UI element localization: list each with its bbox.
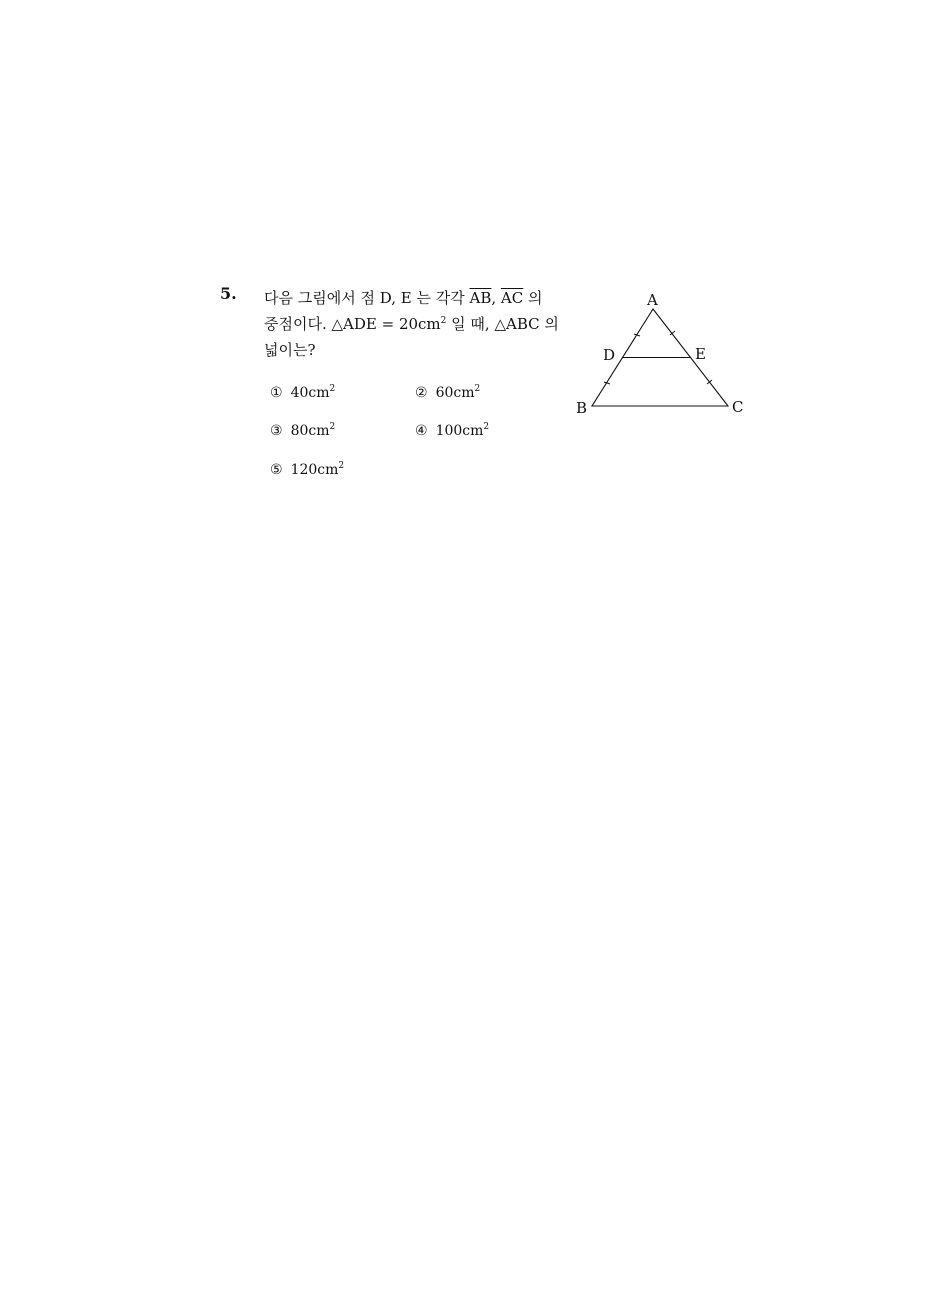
choice-1-exponent: 2 bbox=[329, 384, 336, 394]
question-line-1-sep: , bbox=[491, 289, 501, 307]
question-line-2-mid: 일 때, △ABC 의 bbox=[446, 315, 559, 333]
question-line-1-pre: 다음 그림에서 점 D, E 는 각각 bbox=[264, 289, 470, 307]
choice-1-value: 40cm bbox=[290, 385, 330, 401]
label-c: C bbox=[732, 398, 744, 416]
question-line-2 bbox=[264, 311, 564, 337]
choice-1-number: ① bbox=[270, 385, 283, 401]
question-line-1 bbox=[264, 285, 564, 311]
choice-3-value: 80cm bbox=[290, 423, 330, 439]
choice-2[interactable] bbox=[415, 385, 480, 401]
label-b: B bbox=[576, 399, 588, 417]
choice-2-exponent: 2 bbox=[474, 384, 481, 394]
triangle-diagram bbox=[570, 288, 760, 428]
segment-ac: $\overline{AC}$ bbox=[500, 289, 524, 307]
choice-1[interactable] bbox=[270, 385, 335, 401]
question-line-3: 넓이는? bbox=[264, 341, 316, 359]
choice-4[interactable] bbox=[415, 423, 489, 439]
choice-5-exponent: 2 bbox=[338, 461, 345, 471]
choice-3-number: ③ bbox=[270, 423, 283, 439]
label-a: A bbox=[647, 291, 658, 309]
choice-3[interactable] bbox=[270, 423, 335, 439]
triangle-figure bbox=[570, 288, 760, 432]
choice-4-exponent: 2 bbox=[483, 422, 490, 432]
question-text bbox=[264, 285, 564, 363]
question-line-1-post: 의 bbox=[523, 289, 543, 307]
choice-3-exponent: 2 bbox=[329, 422, 336, 432]
choice-5-value: 120cm bbox=[290, 462, 339, 478]
question-line-2-pre: 중점이다. △ADE = 20cm bbox=[264, 315, 441, 333]
choice-4-number: ④ bbox=[415, 423, 428, 439]
choice-2-value: 60cm bbox=[435, 385, 475, 401]
choice-5[interactable] bbox=[270, 462, 344, 478]
label-e: E bbox=[695, 345, 706, 363]
choice-4-value: 100cm bbox=[435, 423, 484, 439]
question-number: 5. bbox=[220, 284, 237, 303]
question-line-2-exponent: 2 bbox=[440, 316, 447, 326]
segment-ab: $\overline{AB}$ bbox=[469, 289, 492, 307]
choice-2-number: ② bbox=[415, 385, 428, 401]
label-d: D bbox=[603, 346, 616, 364]
choice-5-number: ⑤ bbox=[270, 462, 283, 478]
